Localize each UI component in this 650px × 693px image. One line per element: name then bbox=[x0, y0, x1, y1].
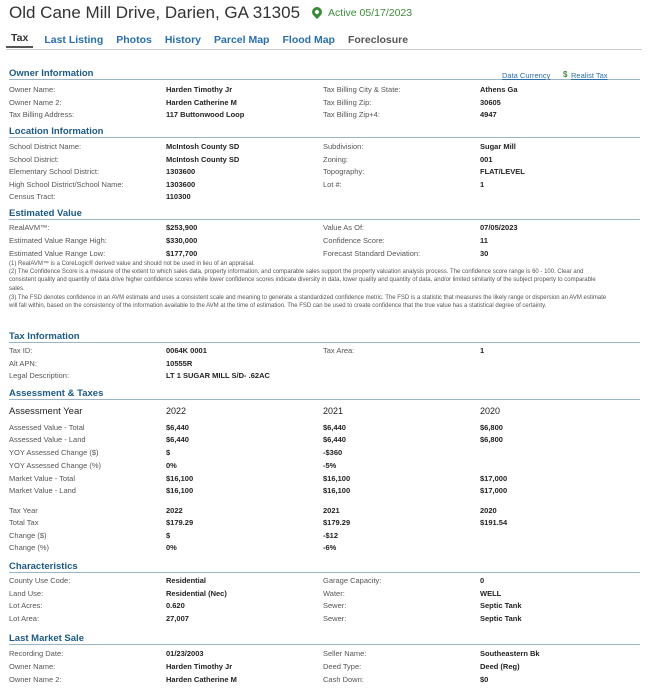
section-estimated-value: Estimated Value bbox=[9, 208, 640, 220]
location-value: 1303600 bbox=[166, 167, 196, 176]
characteristic-label: Sewer: bbox=[323, 614, 347, 623]
estimate-value: $177,700 bbox=[166, 249, 198, 258]
assessment-label: Assessed Value - Total bbox=[9, 423, 85, 432]
location-value: 001 bbox=[480, 155, 493, 164]
estimate-label: Forecast Standard Deviation: bbox=[323, 249, 421, 258]
section-owner-information: Owner Information bbox=[9, 68, 640, 80]
location-value: 1303600 bbox=[166, 180, 196, 189]
tab-flood-map[interactable]: Flood Map bbox=[282, 34, 335, 46]
characteristic-label: County Use Code: bbox=[9, 576, 71, 585]
characteristic-label: Garage Capacity: bbox=[323, 576, 382, 585]
tax-value: LT 1 SUGAR MILL S/D- .62AC bbox=[166, 371, 270, 380]
estimate-label: Estimated Value Range High: bbox=[9, 236, 107, 245]
location-value: 110300 bbox=[166, 192, 191, 201]
assessment-value: $16,100 bbox=[166, 474, 194, 483]
sale-value: Southeastern Bk bbox=[480, 649, 540, 658]
owner-label: Tax Billing Address: bbox=[9, 110, 75, 119]
estimate-label: RealAVM™: bbox=[9, 223, 50, 232]
change-percent-label: Change (%) bbox=[9, 543, 50, 552]
estimate-label: Confidence Score: bbox=[323, 236, 385, 245]
characteristic-value: Septic Tank bbox=[480, 601, 522, 610]
section-location-information: Location Information bbox=[9, 126, 640, 138]
tab-foreclosure[interactable]: Foreclosure bbox=[347, 34, 409, 46]
sale-label: Seller Name: bbox=[323, 649, 367, 658]
owner-value: Athens Ga bbox=[480, 85, 518, 94]
estimate-label: Estimated Value Range Low: bbox=[9, 249, 106, 258]
assessment-value: $16,100 bbox=[323, 486, 351, 495]
owner-label: Tax Billing Zip: bbox=[323, 98, 372, 107]
characteristic-label: Land Use: bbox=[9, 589, 44, 598]
assessment-value: $6,440 bbox=[166, 435, 189, 444]
tax-label: Legal Description: bbox=[9, 371, 70, 380]
owner-value: 4947 bbox=[480, 110, 497, 119]
fsd-footnote: (3) The FSD denotes confidence in an AVM estimate and uses a consistent scale and meaning to generate a standardized confidence metric. The FSD is a statistic that measures the likely range or dispersion an AVM estimate will fall within, based on the consistency of the information available to the AVM at the time of estimation. The FSD can be used to create confidence that the true value has a statistical degree of certainty. bbox=[9, 295, 607, 310]
location-value: 1 bbox=[480, 180, 485, 189]
change-dollar-label: Change ($) bbox=[9, 531, 47, 540]
owner-label: Tax Billing City & State: bbox=[323, 85, 401, 94]
tax-year-value: 2022 bbox=[166, 506, 183, 515]
tax-year-label: Tax Year bbox=[9, 506, 38, 515]
assessment-label: Market Value - Land bbox=[9, 486, 76, 495]
estimate-value: 11 bbox=[480, 236, 488, 245]
total-tax-value: $191.54 bbox=[480, 518, 508, 527]
sale-value: Harden Timothy Jr bbox=[166, 662, 233, 671]
status-badge: Active 05/17/2023 bbox=[328, 7, 413, 19]
tax-value: 10555R bbox=[166, 359, 193, 368]
characteristic-value: WELL bbox=[480, 589, 502, 598]
avm-footnote: (1) RealAVM™ is a CoreLogic® derived value and should not be used in lieu of an appraisal. bbox=[9, 261, 255, 267]
realist-tax-link[interactable]: Realist Tax bbox=[571, 71, 608, 80]
assessment-value: $16,100 bbox=[166, 486, 194, 495]
tab-photos[interactable]: Photos bbox=[116, 34, 152, 46]
owner-label: Owner Name 2: bbox=[9, 98, 62, 107]
data-currency-link[interactable]: Data Currency bbox=[502, 71, 551, 80]
assessment-value: $6,800 bbox=[480, 435, 503, 444]
assessment-year: 2022 bbox=[166, 406, 187, 416]
sale-label: Owner Name 2: bbox=[9, 675, 62, 684]
owner-label: Tax Billing Zip+4: bbox=[323, 110, 380, 119]
assessment-year: 2021 bbox=[323, 406, 344, 416]
assessment-year: 2020 bbox=[480, 406, 501, 416]
sale-label: Recording Date: bbox=[9, 649, 64, 658]
characteristic-value: 27,007 bbox=[166, 614, 189, 623]
location-value: Sugar Mill bbox=[480, 142, 516, 151]
tax-value: 1 bbox=[480, 346, 485, 355]
section-last-market-sale: Last Market Sale bbox=[9, 633, 640, 645]
tax-year-value: 2021 bbox=[323, 506, 340, 515]
sale-value: $0 bbox=[480, 675, 489, 684]
location-label: Census Tract: bbox=[9, 192, 56, 201]
assessment-value: $16,100 bbox=[323, 474, 351, 483]
location-label: Subdivision: bbox=[323, 142, 364, 151]
location-value: FLAT/LEVEL bbox=[480, 167, 525, 176]
assessment-value: $ bbox=[166, 448, 171, 457]
characteristic-label: Lot Area: bbox=[9, 614, 40, 623]
owner-value: 117 Buttonwood Loop bbox=[166, 110, 245, 119]
estimate-value: 30 bbox=[480, 249, 489, 258]
confidence-footnote: (2) The Confidence Score is a measure of the extent to which sales data, property information, and comparable sales support the property valuation analysis process. The confidence score range is 60 - 100. Clear and consistent quality and quantity of data drive higher confidence scores while lower confidence scores indicate diversity in data, lower quality and quantity of data, and/or limited similarity of the subject property to comparable sales. bbox=[9, 269, 596, 292]
characteristic-label: Water: bbox=[323, 589, 345, 598]
dollar-icon: $ bbox=[563, 70, 568, 79]
change-dollar-value: -$12 bbox=[323, 531, 339, 540]
location-label: Zoning: bbox=[323, 155, 349, 164]
location-label: High School District/School Name: bbox=[9, 180, 124, 189]
tab-parcel-map[interactable]: Parcel Map bbox=[214, 34, 270, 46]
assessment-label: YOY Assessed Change ($) bbox=[9, 448, 99, 457]
assessment-value: $6,800 bbox=[480, 423, 503, 432]
change-percent-value: 0% bbox=[166, 543, 177, 552]
tax-label: Tax ID: bbox=[9, 346, 33, 355]
assessment-value: $6,440 bbox=[323, 423, 346, 432]
sale-value: Deed (Reg) bbox=[480, 662, 520, 671]
tab-history[interactable]: History bbox=[164, 34, 202, 46]
section-tax-information: Tax Information bbox=[9, 331, 640, 343]
assessment-year-label: Assessment Year bbox=[9, 406, 83, 417]
page-title: Old Cane Mill Drive, Darien, GA 31305 bbox=[9, 3, 301, 22]
total-tax-value: $179.29 bbox=[166, 518, 194, 527]
characteristic-value: 0.620 bbox=[166, 601, 185, 610]
estimate-value: 07/05/2023 bbox=[480, 223, 518, 232]
tax-value: 0064K 0001 bbox=[166, 346, 207, 355]
section-assessment-taxes: Assessment & Taxes bbox=[9, 388, 640, 400]
owner-value: 30605 bbox=[480, 98, 501, 107]
tab-last-listing[interactable]: Last Listing bbox=[44, 34, 104, 46]
assessment-label: Assessed Value - Land bbox=[9, 435, 86, 444]
estimate-value: $253,900 bbox=[166, 223, 198, 232]
tab-divider bbox=[6, 49, 642, 50]
tax-year-value: 2020 bbox=[480, 506, 497, 515]
estimate-value: $330,000 bbox=[166, 236, 198, 245]
estimate-label: Value As Of: bbox=[323, 223, 365, 232]
sale-label: Cash Down: bbox=[323, 675, 364, 684]
location-value: McIntosh County SD bbox=[166, 142, 240, 151]
assessment-value: 0% bbox=[166, 461, 177, 470]
sale-label: Deed Type: bbox=[323, 662, 362, 671]
characteristic-label: Sewer: bbox=[323, 601, 347, 610]
assessment-value: -5% bbox=[323, 461, 337, 470]
assessment-value: $17,000 bbox=[480, 474, 508, 483]
sale-label: Owner Name: bbox=[9, 662, 56, 671]
tax-label: Alt APN: bbox=[9, 359, 37, 368]
change-percent-value: -6% bbox=[323, 543, 337, 552]
characteristic-value: 0 bbox=[480, 576, 485, 585]
assessment-value: -$360 bbox=[323, 448, 343, 457]
tab-tax[interactable]: Tax bbox=[6, 32, 33, 48]
characteristic-value: Residential (Nec) bbox=[166, 589, 227, 598]
location-label: Topography: bbox=[323, 167, 365, 176]
characteristic-label: Lot Acres: bbox=[9, 601, 43, 610]
characteristic-value: Residential bbox=[166, 576, 207, 585]
total-tax-value: $179.29 bbox=[323, 518, 351, 527]
owner-label: Owner Name: bbox=[9, 85, 56, 94]
tax-label: Tax Area: bbox=[323, 346, 355, 355]
location-label: School District: bbox=[9, 155, 60, 164]
location-label: School District Name: bbox=[9, 142, 82, 151]
owner-value: Harden Catherine M bbox=[166, 98, 237, 107]
location-label: Lot #: bbox=[323, 180, 342, 189]
total-tax-label: Total Tax bbox=[9, 518, 39, 527]
characteristic-value: Septic Tank bbox=[480, 614, 522, 623]
assessment-value: $6,440 bbox=[166, 423, 189, 432]
sale-value: Harden Catherine M bbox=[166, 675, 237, 684]
location-label: Elementary School District: bbox=[9, 167, 100, 176]
sale-value: 01/23/2003 bbox=[166, 649, 204, 658]
map-pin-icon bbox=[310, 5, 324, 19]
assessment-label: YOY Assessed Change (%) bbox=[9, 461, 101, 470]
assessment-value: $17,000 bbox=[480, 486, 508, 495]
section-characteristics: Characteristics bbox=[9, 561, 640, 573]
owner-value: Harden Timothy Jr bbox=[166, 85, 233, 94]
assessment-label: Market Value - Total bbox=[9, 474, 76, 483]
change-dollar-value: $ bbox=[166, 531, 171, 540]
location-value: McIntosh County SD bbox=[166, 155, 240, 164]
assessment-value: $6,440 bbox=[323, 435, 346, 444]
page-header bbox=[9, 2, 412, 24]
tab-bar bbox=[6, 30, 419, 48]
